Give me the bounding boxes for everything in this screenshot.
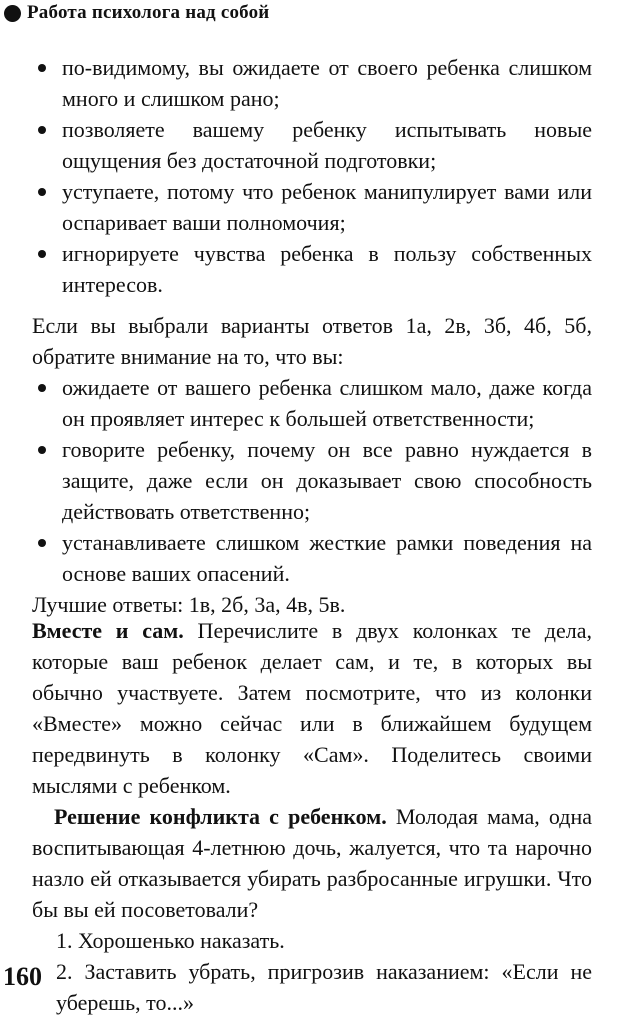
option-item: 1. Хорошенько наказать. (56, 928, 285, 953)
running-header-title: Работа психолога над собой (27, 2, 270, 23)
exercise-title: Решение конфликта с ребенком. (54, 804, 387, 829)
list-item: позволяете вашему ребенку испытывать новые ощущения без достаточной подготовки; (32, 114, 592, 176)
section1 (32, 52, 592, 300)
exercise-title: Вместе и сам. (32, 618, 184, 643)
running-header (4, 2, 269, 24)
exercise-text: Молодая мама, одна воспитывающая 4-летнюю дочь, жалуется, что та нарочно назло ей отказывается убирать разбросанные игрушки. Что бы вы ей посоветовали? (32, 804, 592, 922)
best-answers: Лучшие ответы: 1в, 2б, 3а, 4в, 5в. (32, 592, 346, 617)
list-item: говорите ребенку, почему он все равно нуждается в защите, даже если он доказывает свою способность действовать ответственно; (32, 434, 592, 527)
list-item: ожидаете от вашего ребенка слишком мало, даже когда он проявляет интерес к большей ответственности; (32, 372, 592, 434)
section1-bullet-list (32, 52, 592, 300)
exercise-paragraph (32, 615, 592, 801)
page-number: 160 (3, 962, 42, 991)
exercise-paragraph (32, 801, 592, 925)
bullet-dot-icon (4, 5, 21, 22)
section3 (32, 615, 592, 1018)
section2 (32, 310, 592, 620)
list-item: устанавливаете слишком жесткие рамки поведения на основе ваших опасений. (32, 527, 592, 589)
list-item: уступаете, потому что ребенок манипулирует вами или оспаривает ваши полномочия; (32, 176, 592, 238)
exercise-text: Перечислите в двух колонках те дела, которые ваш ребенок делает сам, и те, в которых вы обычно участвуете. Затем посмотрите, что из колонки «Вместе» можно сейчас или в ближайшем будущем передвинуть в колонку «Сам». Поделитесь своими мыслями с ребенком. (32, 618, 592, 798)
section2-bullet-list (32, 372, 592, 589)
list-item: по-видимому, вы ожидаете от своего ребенка слишком много и слишком рано; (32, 52, 592, 114)
section2-intro: Если вы выбрали варианты ответов 1а, 2в, 3б, 4б, 5б, обратите внимание на то, что вы: (32, 313, 592, 369)
option-item: 2. Заставить убрать, пригрозив наказанием: «Если не уберешь, то...» (56, 959, 592, 1015)
list-item: игнорируете чувства ребенка в пользу собственных интересов. (32, 238, 592, 300)
